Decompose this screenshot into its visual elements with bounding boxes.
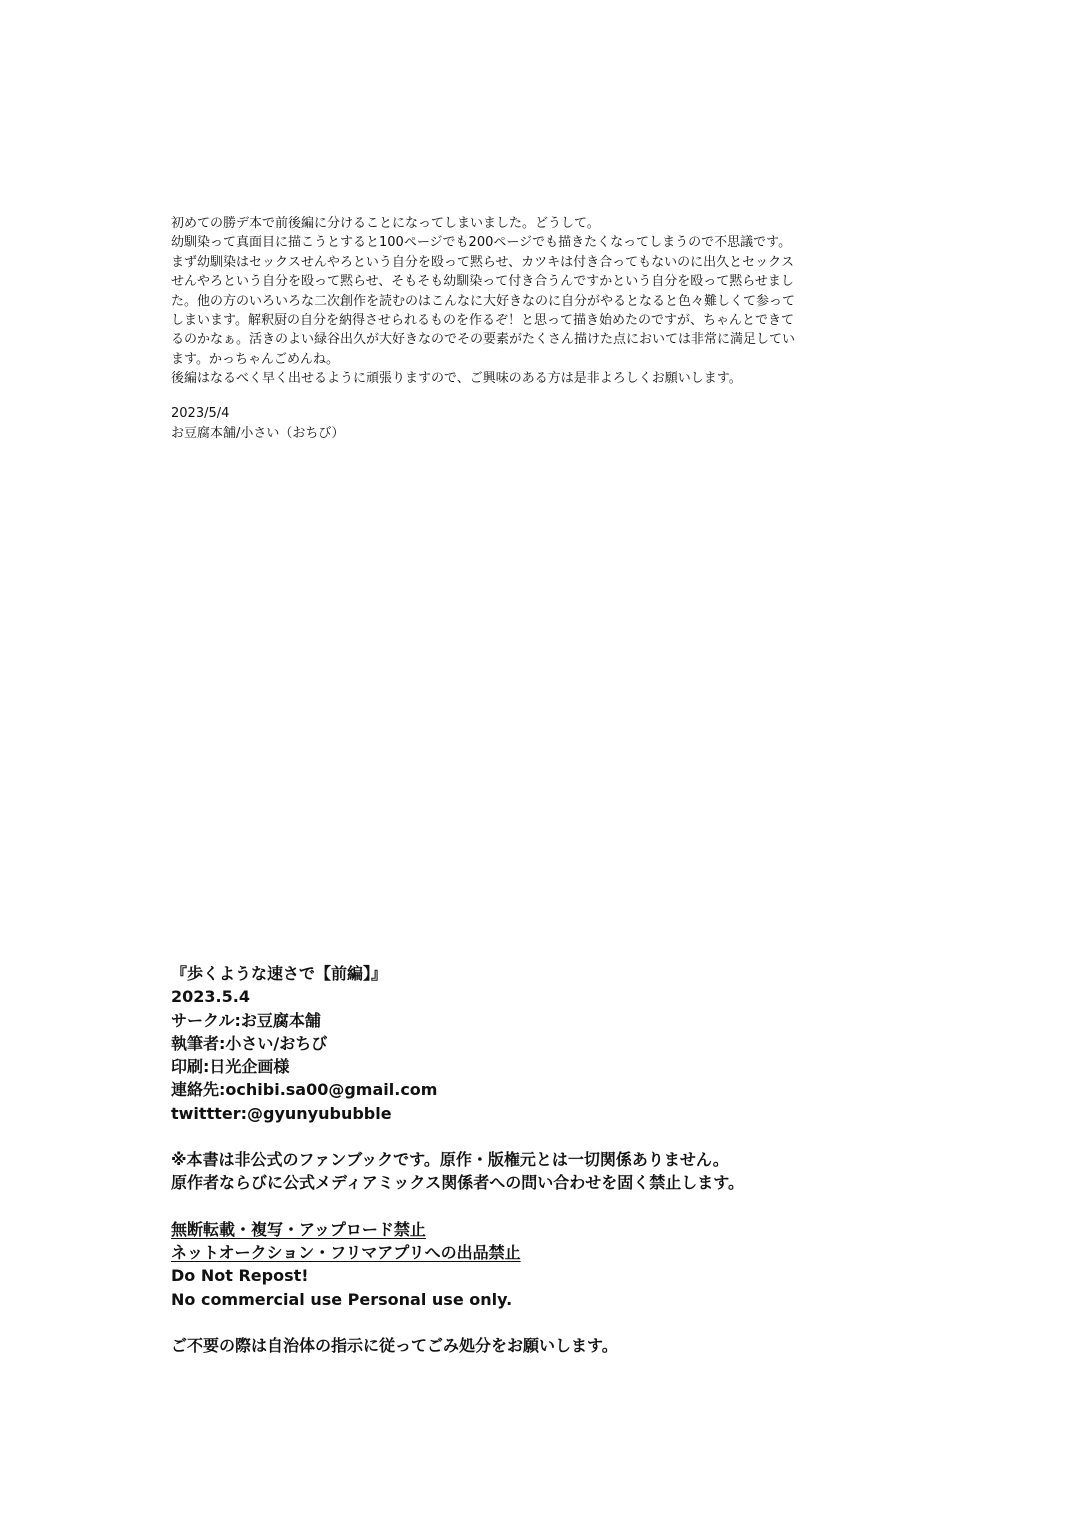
no-resale-notice-jp: ネットオークション・フリマアプリへの出品禁止	[171, 1242, 521, 1262]
colophon	[171, 962, 871, 1357]
spacer	[171, 1125, 871, 1148]
no-repost-notice-en: Do Not Repost!	[171, 1266, 309, 1286]
book-title: 『歩くような速さで【前編】』	[171, 964, 388, 983]
printer-name: 印刷:日光企画様	[171, 1057, 290, 1077]
afterword-line: しまいます。解釈厨の自分を納得させられるものを作るぞ！と思って描き始めたのですが、ちゃんとできて	[171, 313, 794, 329]
afterword-line: た。他の方のいろいろな二次創作を読むのはこんなに大好きなのに自分がやるとなると色々難しくて参って	[171, 293, 796, 309]
afterword-line: るのかなぁ。活きのよい緑谷出久が大好きなのでその要素がたくさん描けた点においては非常に満足してい	[171, 332, 796, 348]
writer-name: 執筆者:小さい/おちび	[171, 1033, 328, 1053]
spacer	[171, 1311, 871, 1334]
twitter-handle: twittter:@gyunyububble	[171, 1103, 392, 1123]
unofficial-notice: ※本書は非公式のファンブックです。原作・版権元とは一切関係ありません。	[171, 1150, 729, 1170]
disposal-notice: ご不要の際は自治体の指示に従ってごみ処分をお願いします。	[171, 1335, 618, 1355]
afterword-line: 後編はなるべく早く出せるように頑張りますので、ご興味のある方は是非よろしくお願いします。	[171, 371, 742, 387]
afterword-line: せんやろという自分を殴って黙らせ、そもそも幼馴染って付き合うんですかという自分を殴って黙らせまし	[171, 274, 794, 290]
circle-name: サークル:お豆腐本舗	[171, 1010, 321, 1030]
no-commercial-notice-en: No commercial use Personal use only.	[171, 1289, 513, 1309]
inquiry-notice: 原作者ならびに公式メディアミックス関係者への問い合わせを固く禁止します。	[171, 1173, 744, 1193]
afterword-line: 初めての勝デ本で前後編に分けることになってしまいました。どうして。	[171, 216, 600, 231]
contact-email: 連絡先:ochibi.sa00@gmail.com	[171, 1080, 438, 1100]
spacer	[171, 1195, 871, 1218]
publish-date: 2023.5.4	[171, 987, 250, 1007]
afterword-line: まず幼馴染はセックスせんやろという自分を殴って黙らせ、カツキは付き合ってもないのに出久とセックス	[171, 254, 794, 270]
afterword-signature	[171, 404, 344, 444]
afterword-line: ます。かっちゃんごめんね。	[171, 351, 339, 367]
signature-date: 2023/5/4	[171, 406, 230, 421]
afterword-text	[171, 214, 851, 389]
no-repost-notice-jp: 無断転載・複写・アップロード禁止	[171, 1219, 426, 1239]
afterword-line: 幼馴染って真面目に描こうとすると100ページでも200ページでも描きたくなってしまうので不思議です。	[171, 235, 792, 251]
signature-author: お豆腐本舗/小さい（おちび）	[171, 426, 345, 441]
